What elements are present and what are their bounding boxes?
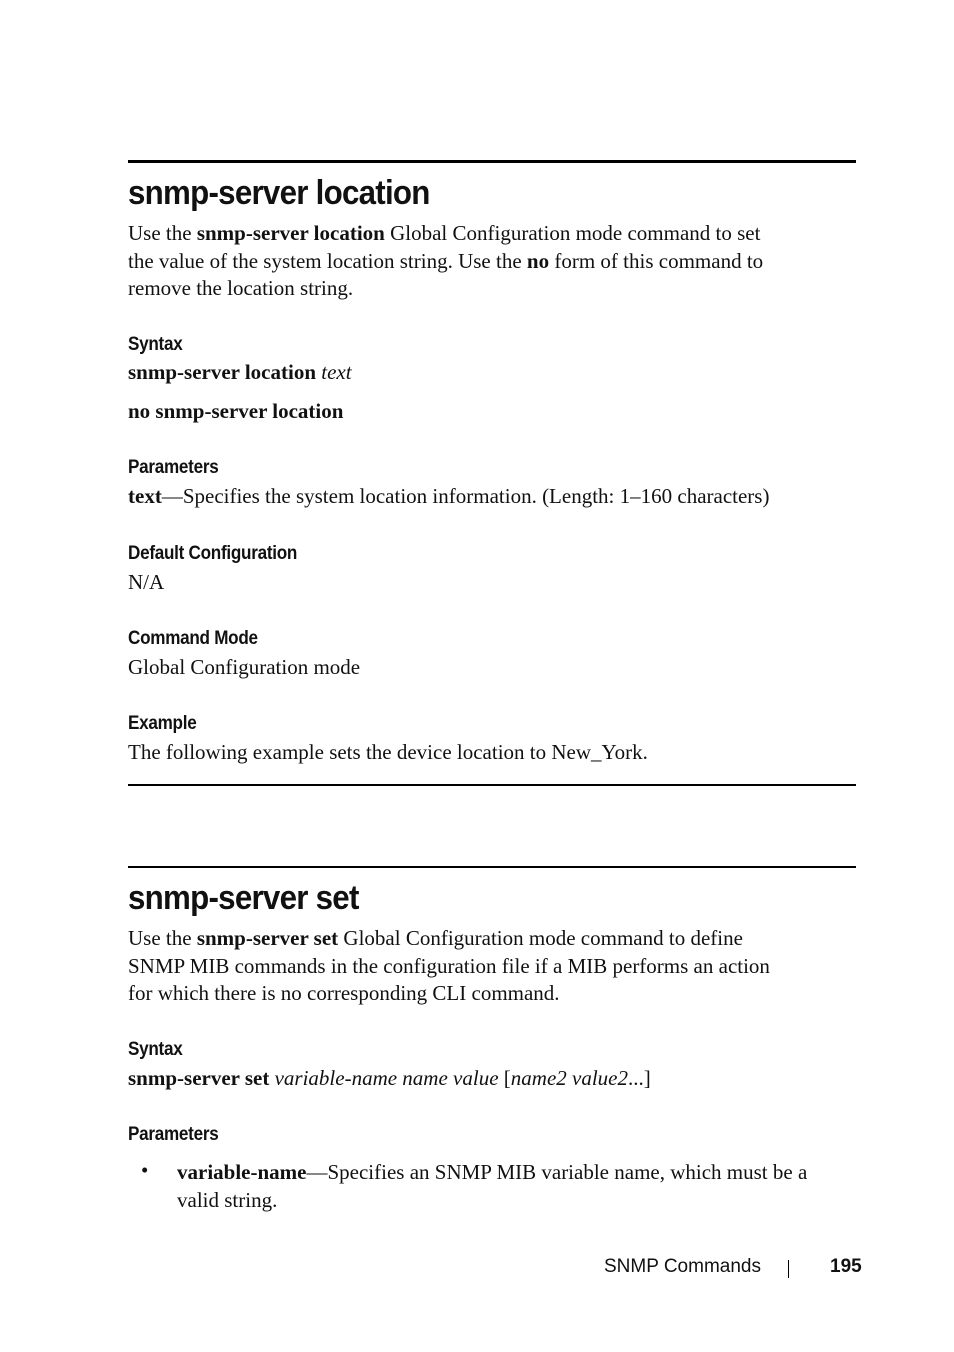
location-description: Use the snmp-server location Global Configuration mode command to set the value of the system location string. Use the no form of this command to remove the location string. (128, 221, 764, 300)
parameter-text: text—Specifies the system location information. (Length: 1–160 characters) (128, 484, 770, 508)
set-description: Use the snmp-server set Global Configuration mode command to define SNMP MIB commands in the configuration file if a MIB performs an action for which there is no corresponding CLI command. (128, 926, 770, 1005)
section-title-set: snmp-server set (128, 879, 359, 917)
bullet-marker: • (141, 1158, 149, 1182)
default-configuration-heading: Default Configuration (128, 543, 298, 564)
section-top-rule (128, 160, 856, 163)
syntax-heading: Syntax (128, 1039, 183, 1060)
syntax-command-1: snmp-server location text (128, 360, 352, 384)
command-mode-heading: Command Mode (128, 628, 258, 649)
parameters-heading: Parameters (128, 1124, 219, 1145)
default-configuration-value: N/A (128, 570, 165, 594)
example-heading: Example (128, 713, 197, 734)
page-number: 195 (830, 1256, 862, 1277)
syntax-heading: Syntax (128, 334, 183, 355)
section-title-location: snmp-server location (128, 174, 430, 212)
syntax-command-2: no snmp-server location (128, 399, 344, 423)
parameters-heading: Parameters (128, 457, 219, 478)
footer-separator (788, 1260, 789, 1278)
section-bottom-rule (128, 784, 856, 786)
section-top-rule (128, 866, 856, 868)
command-mode-value: Global Configuration mode (128, 655, 361, 679)
syntax-command: snmp-server set variable-name name value [name2 value2...] (128, 1066, 651, 1090)
footer-section-name: SNMP Commands (604, 1256, 761, 1277)
example-text: The following example sets the device location to New_York. (128, 740, 648, 764)
parameter-variable-name: variable-name—Specifies an SNMP MIB variable name, which must be a valid string. (177, 1160, 808, 1212)
